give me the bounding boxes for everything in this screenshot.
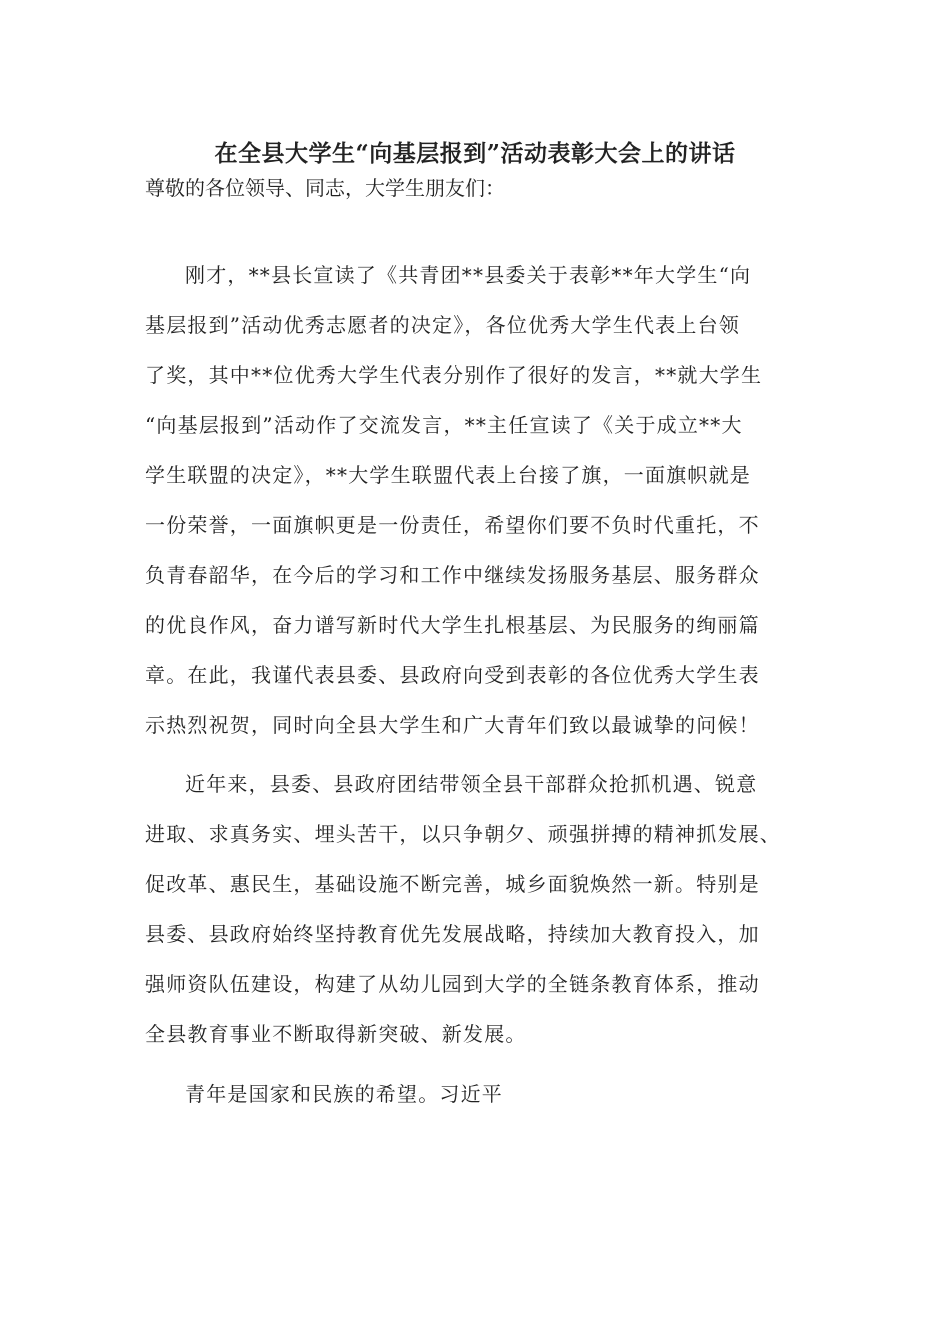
paragraph-line: 县委、县政府始终坚持教育优先发展战略，持续加大教育投入，加: [145, 922, 760, 946]
paragraph-line: 学生联盟的决定》，**大学生联盟代表上台接了旗，一面旗帜就是: [145, 463, 751, 487]
paragraph-line: 基层报到”活动优秀志愿者的决定》，各位优秀大学生代表上台领: [145, 313, 741, 337]
paragraph-line: 一份荣誉，一面旗帜更是一份责任，希望你们要不负时代重托，不: [145, 513, 760, 537]
paragraph-line: “向基层报到”活动作了交流发言，**主任宣读了《关于成立**大: [145, 413, 743, 437]
paragraph-1: [145, 250, 805, 750]
paragraph-line: 示热烈祝贺，同时向全县大学生和广大青年们致以最诚挚的问候！: [145, 713, 760, 737]
paragraph-line: 章。在此，我谨代表县委、县政府向受到表彰的各位优秀大学生表: [145, 663, 760, 687]
document-title: 在全县大学生“向基层报到”活动表彰大会上的讲话: [214, 140, 736, 167]
paragraph-line: 促改革、惠民生，基础设施不断完善，城乡面貌焕然一新。特别是: [145, 872, 760, 896]
paragraph-line: 了奖，其中**位优秀大学生代表分别作了很好的发言，**就大学生: [145, 363, 763, 387]
paragraph-line: 全县教育事业不断取得新突破、新发展。: [145, 1022, 527, 1046]
paragraph-line: 的优良作风，奋力谱写新时代大学生扎根基层、为民服务的绚丽篇: [145, 613, 760, 637]
paragraph-line: 刚才，**县长宣读了《共青团**县委关于表彰**年大学生“向: [185, 263, 752, 287]
paragraph-line: 负青春韶华，在今后的学习和工作中继续发扬服务基层、服务群众: [145, 563, 760, 587]
paragraph-line: 近年来，县委、县政府团结带领全县干部群众抢抓机遇、锐意: [185, 772, 758, 796]
paragraph-line: 进取、求真务实、埋头苦干，以只争朝夕、顽强拼搏的精神抓发展、: [145, 822, 781, 846]
paragraph-2: [145, 759, 805, 1059]
salutation: 尊敬的各位领导、同志，大学生朋友们：: [145, 176, 505, 200]
paragraph-3: [145, 1069, 805, 1119]
paragraph-line: 青年是国家和民族的希望。习近平: [185, 1082, 503, 1106]
paragraph-line: 强师资队伍建设，构建了从幼儿园到大学的全链条教育体系，推动: [145, 972, 760, 996]
